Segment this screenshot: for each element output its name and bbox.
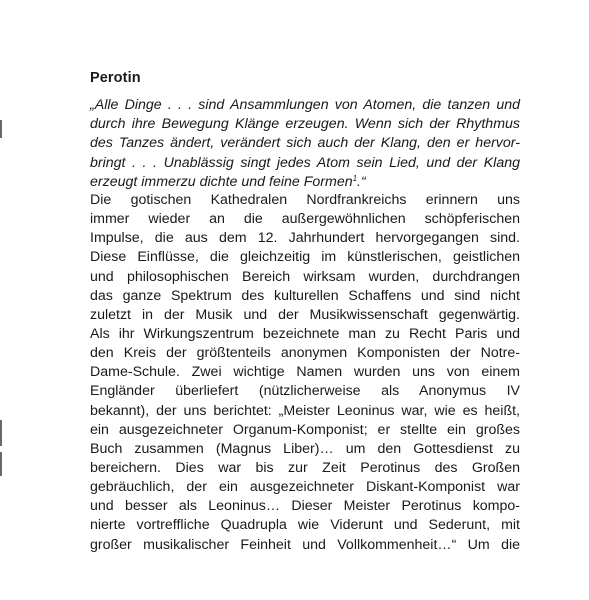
body-line: Als ihr Wirkungszentrum bezeichnete man zu Recht Paris und xyxy=(90,325,520,342)
body-line: großer musikalischer Feinheit und Vollkommenheit…“ Um die xyxy=(90,536,520,553)
body-line: und besser als Leoninus… Dieser Meister Perotinus kompo- xyxy=(90,498,520,515)
body-paragraph xyxy=(90,191,520,555)
body-line: gebräuchlich, der ein ausgezeichneter Diskant-Komponist war xyxy=(90,479,520,496)
body-line: Buch zusammen (Magnus Liber)… um den Gottesdienst zu xyxy=(90,440,520,457)
body-line: ein ausgezeichneter Organum-Komponist; er stellte ein großes xyxy=(90,421,520,438)
body-line: bereichern. Dies war bis zur Zeit Perotinus des Großen xyxy=(90,459,520,476)
quote-line: bringt . . . Unablässig singt jedes Atom sein Lied, und der Klang xyxy=(90,154,520,171)
edge-mark xyxy=(0,420,2,446)
quote-closing: .“ xyxy=(357,173,366,190)
body-line: immer wieder an die außergewöhnlichen schöpferischen xyxy=(90,211,520,228)
body-line: den Kreis der größtenteils anonymen Komponisten der Notre- xyxy=(90,345,520,362)
body-line: das ganze Spektrum des kulturellen Schaffens und sind nicht xyxy=(90,287,520,304)
quote-line-text: erzeugt immerzu dichte und feine Formen xyxy=(90,173,353,190)
body-line: bekannt), der uns berichtet: „Meister Leoninus war, wie es heißt, xyxy=(90,402,520,419)
edge-mark xyxy=(0,120,2,138)
quote-last-line xyxy=(90,173,520,192)
quote-line: durch ihre Bewegung Klänge erzeugen. Wenn sich der Rhythmus xyxy=(90,116,520,133)
section-heading: Perotin xyxy=(90,70,141,86)
body-line: und philosophischen Bereich wirksam wurden, durchdrangen xyxy=(90,268,520,285)
body-line: Impulse, die aus dem 12. Jahrhundert hervorgegangen sind. xyxy=(90,230,520,247)
body-line: Engländer überliefert (nützlicherweise als Anonymus IV xyxy=(90,383,520,400)
footnote-marker: 1 xyxy=(352,173,358,183)
edge-mark xyxy=(0,452,2,476)
body-line: nierte vortreffliche Quadrupla wie Viderunt und Sederunt, mit xyxy=(90,517,520,534)
body-line: Diese Einflüsse, die gleichzeitig im künstlerischen, geistlichen xyxy=(90,249,520,266)
body-line: zuletzt in der Musik und der Musikwissenschaft gegenwärtig. xyxy=(90,306,520,323)
body-line: Dame-Schule. Zwei wichtige Namen wurden uns von einem xyxy=(90,364,520,381)
body-line: Die gotischen Kathedralen Nordfrankreichs erinnern uns xyxy=(90,192,520,208)
quote-line: des Tanzes ändert, verändert sich auch der Klang, den er hervor- xyxy=(90,135,520,152)
quote-line: „Alle Dinge . . . sind Ansammlungen von Atomen, die tanzen und xyxy=(90,97,520,113)
epigraph-quote xyxy=(90,96,520,192)
